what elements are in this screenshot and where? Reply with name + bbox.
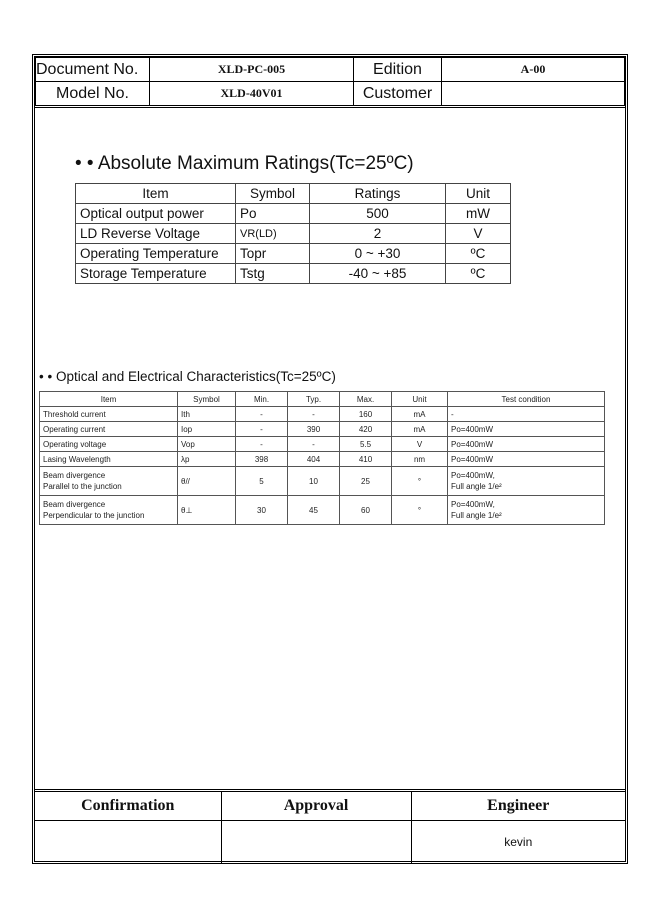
item-subline: Perpendicular to the junction: [43, 511, 145, 520]
engineer-heading: Engineer: [411, 791, 625, 821]
cell-item: Operating voltage: [40, 437, 178, 452]
cell-min: -: [236, 407, 288, 422]
document-header-table: [35, 57, 625, 106]
item-line: Beam divergence: [43, 471, 106, 480]
cell-typ: 45: [288, 496, 340, 525]
cell-item: Optical output power: [76, 204, 236, 224]
optical-electrical-title: • • Optical and Electrical Characteristics(Tc=25ºC): [39, 369, 336, 384]
confirmation-value: [35, 821, 221, 864]
table-header-row: [40, 392, 605, 407]
cell-symbol: λp: [178, 452, 236, 467]
cell-max: 160: [340, 407, 392, 422]
item-line: Beam divergence: [43, 500, 106, 509]
cell-max: 60: [340, 496, 392, 525]
column-header: Item: [76, 184, 236, 204]
condition-line: Po=400mW,: [451, 471, 495, 480]
cell-item: [40, 467, 178, 496]
cell-symbol: θ//: [178, 467, 236, 496]
optical-electrical-table: [39, 391, 605, 525]
cell-unit: ºC: [446, 244, 511, 264]
approval-heading: Approval: [221, 791, 411, 821]
table-row: [76, 264, 511, 284]
cell-test-condition: [448, 496, 605, 525]
signature-footer-table: [35, 789, 625, 863]
model-no-value: XLD-40V01: [150, 82, 354, 106]
header-row-document: [36, 58, 625, 82]
column-header: Max.: [340, 392, 392, 407]
cell-symbol: Iop: [178, 422, 236, 437]
confirmation-heading: Confirmation: [35, 791, 221, 821]
cell-max: 5.5: [340, 437, 392, 452]
cell-max: 410: [340, 452, 392, 467]
header-row-model: [36, 82, 625, 106]
absolute-max-ratings-title: • • Absolute Maximum Ratings(Tc=25ºC): [75, 153, 414, 174]
column-header: Unit: [446, 184, 511, 204]
customer-value: [442, 82, 625, 106]
edition-value: A-00: [442, 58, 625, 82]
table-row: [40, 467, 605, 496]
cell-test-condition: Po=400mW: [448, 452, 605, 467]
table-row: [40, 452, 605, 467]
customer-label: Customer: [354, 82, 442, 106]
document-no-value: XLD-PC-005: [150, 58, 354, 82]
cell-unit: ºC: [446, 264, 511, 284]
cell-typ: 10: [288, 467, 340, 496]
cell-symbol: Vop: [178, 437, 236, 452]
cell-unit: V: [446, 224, 511, 244]
column-header: Min.: [236, 392, 288, 407]
condition-subline: Full angle 1/e²: [451, 511, 502, 520]
cell-symbol: Topr: [236, 244, 310, 264]
cell-min: -: [236, 437, 288, 452]
condition-subline: Full angle 1/e²: [451, 482, 502, 491]
cell-symbol: Ith: [178, 407, 236, 422]
footer-value-row: [35, 821, 625, 864]
table-row: [40, 407, 605, 422]
cell-test-condition: Po=400mW: [448, 437, 605, 452]
cell-rating: 0 ~ +30: [310, 244, 446, 264]
cell-item: Storage Temperature: [76, 264, 236, 284]
model-no-label: Model No.: [36, 82, 150, 106]
table-row: [76, 224, 511, 244]
condition-line: Po=400mW,: [451, 500, 495, 509]
cell-test-condition: [448, 467, 605, 496]
cell-item: Threshold current: [40, 407, 178, 422]
column-header: Ratings: [310, 184, 446, 204]
cell-typ: 404: [288, 452, 340, 467]
cell-min: 5: [236, 467, 288, 496]
header-divider: [35, 105, 625, 108]
cell-typ: -: [288, 437, 340, 452]
column-header: Unit: [392, 392, 448, 407]
cell-unit: V: [392, 437, 448, 452]
cell-unit: mA: [392, 407, 448, 422]
cell-unit: mW: [446, 204, 511, 224]
cell-test-condition: Po=400mW: [448, 422, 605, 437]
table-row: [40, 422, 605, 437]
cell-typ: 390: [288, 422, 340, 437]
table-row: [40, 437, 605, 452]
document-no-label: Document No.: [36, 58, 150, 82]
column-header: Symbol: [178, 392, 236, 407]
engineer-value: kevin: [411, 821, 625, 864]
cell-symbol: Po: [236, 204, 310, 224]
cell-rating: 500: [310, 204, 446, 224]
table-row: [76, 244, 511, 264]
column-header: Item: [40, 392, 178, 407]
cell-rating: -40 ~ +85: [310, 264, 446, 284]
cell-item: LD Reverse Voltage: [76, 224, 236, 244]
approval-value: [221, 821, 411, 864]
cell-max: 420: [340, 422, 392, 437]
item-subline: Parallel to the junction: [43, 482, 122, 491]
cell-test-condition: -: [448, 407, 605, 422]
cell-min: 398: [236, 452, 288, 467]
cell-min: 30: [236, 496, 288, 525]
footer-header-row: [35, 791, 625, 821]
table-row: [76, 204, 511, 224]
table-row: [40, 496, 605, 525]
cell-rating: 2: [310, 224, 446, 244]
cell-min: -: [236, 422, 288, 437]
cell-item: Lasing Wavelength: [40, 452, 178, 467]
table-header-row: [76, 184, 511, 204]
spec-sheet: [32, 54, 628, 864]
cell-unit: mA: [392, 422, 448, 437]
cell-item: Operating current: [40, 422, 178, 437]
cell-symbol: θ⊥: [178, 496, 236, 525]
column-header: Symbol: [236, 184, 310, 204]
cell-symbol: Tstg: [236, 264, 310, 284]
cell-item: Operating Temperature: [76, 244, 236, 264]
column-header: Typ.: [288, 392, 340, 407]
cell-unit: nm: [392, 452, 448, 467]
cell-item: [40, 496, 178, 525]
cell-unit: °: [392, 496, 448, 525]
cell-max: 25: [340, 467, 392, 496]
cell-unit: °: [392, 467, 448, 496]
column-header: Test condition: [448, 392, 605, 407]
cell-symbol: VR(LD): [236, 224, 310, 244]
absolute-max-ratings-table: [75, 183, 511, 284]
edition-label: Edition: [354, 58, 442, 82]
cell-typ: -: [288, 407, 340, 422]
